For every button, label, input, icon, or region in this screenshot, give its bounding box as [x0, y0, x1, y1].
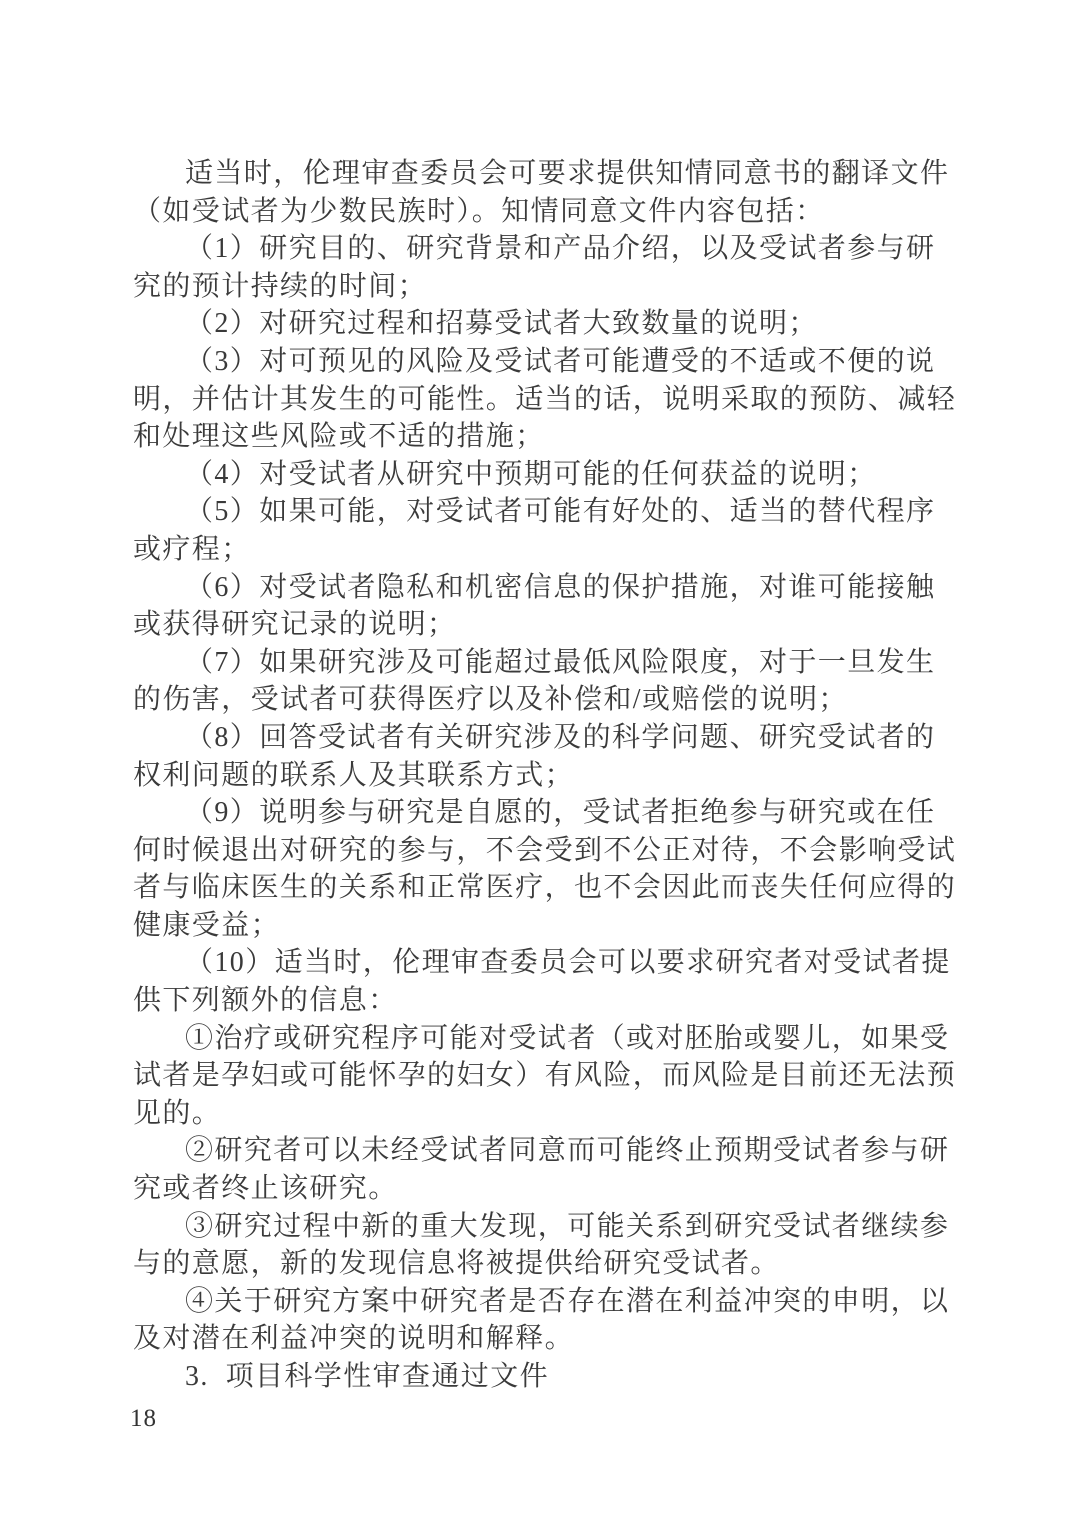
text-line: 3. 项目科学性审查通过文件 — [185, 1361, 550, 1392]
text-line: 或疗程； — [133, 533, 251, 565]
text-line: （8）回答受试者有关研究涉及的科学问题、研究受试者的 — [185, 721, 936, 753]
text-line: （6）对受试者隐私和机密信息的保护措施，对谁可能接触 — [185, 571, 936, 603]
text-block — [133, 155, 973, 1396]
page-number: 18 — [130, 1405, 157, 1432]
text-line: 或获得研究记录的说明； — [133, 609, 457, 641]
text-line: 及对潜在利益冲突的说明和解释。 — [133, 1323, 575, 1355]
text-line: （4）对受试者从研究中预期可能的任何获益的说明； — [185, 458, 877, 490]
text-line: 健康受益； — [133, 909, 281, 941]
text-line: 究或者终止该研究。 — [133, 1173, 398, 1205]
text-line: ②研究者可以未经受试者同意而可能终止预期受试者参与研 — [185, 1135, 950, 1167]
text-line: （10）适当时，伦理审查委员会可以要求研究者对受试者提 — [185, 947, 951, 979]
text-line: 何时候退出对研究的参与，不会受到不公正对待，不会影响受试 — [133, 834, 957, 866]
text-line: 见的。 — [133, 1097, 222, 1129]
text-line: 明，并估计其发生的可能性。适当的话，说明采取的预防、减轻 — [133, 383, 957, 415]
text-line: （9）说明参与研究是自愿的，受试者拒绝参与研究或在任 — [185, 797, 936, 829]
text-line: 供下列额外的信息： — [133, 985, 398, 1017]
text-line: ①治疗或研究程序可能对受试者（或对胚胎或婴儿，如果受 — [185, 1022, 950, 1054]
text-line: （2）对研究过程和招募受试者大致数量的说明； — [185, 308, 818, 340]
text-line: ④关于研究方案中研究者是否存在潜在利益冲突的申明，以 — [185, 1285, 950, 1317]
text-line: 的伤害，受试者可获得医疗以及补偿和/或赔偿的说明； — [133, 684, 848, 716]
text-line: ③研究过程中新的重大发现，可能关系到研究受试者继续参 — [185, 1210, 950, 1242]
text-line: 究的预计持续的时间； — [133, 270, 428, 302]
text-line: 者与临床医生的关系和正常医疗，也不会因此而丧失任何应得的 — [133, 872, 957, 904]
text-line: （7）如果研究涉及可能超过最低风险限度，对于一旦发生 — [185, 646, 936, 678]
text-line: （如受试者为少数民族时）。知情同意文件内容包括： — [133, 195, 825, 227]
text-line: （3）对可预见的风险及受试者可能遭受的不适或不便的说 — [185, 345, 936, 377]
text-line: （1）研究目的、研究背景和产品介绍，以及受试者参与研 — [185, 233, 936, 265]
text-line: 权利问题的联系人及其联系方式； — [133, 759, 575, 791]
text-line: （5）如果可能，对受试者可能有好处的、适当的替代程序 — [185, 496, 936, 528]
text-line: 试者是孕妇或可能怀孕的妇女）有风险，而风险是目前还无法预 — [133, 1060, 957, 1092]
text-line: 与的意愿，新的发现信息将被提供给研究受试者。 — [133, 1248, 780, 1280]
text-line: 适当时，伦理审查委员会可要求提供知情同意书的翻译文件 — [185, 158, 950, 189]
text-line: 和处理这些风险或不适的措施； — [133, 421, 545, 453]
